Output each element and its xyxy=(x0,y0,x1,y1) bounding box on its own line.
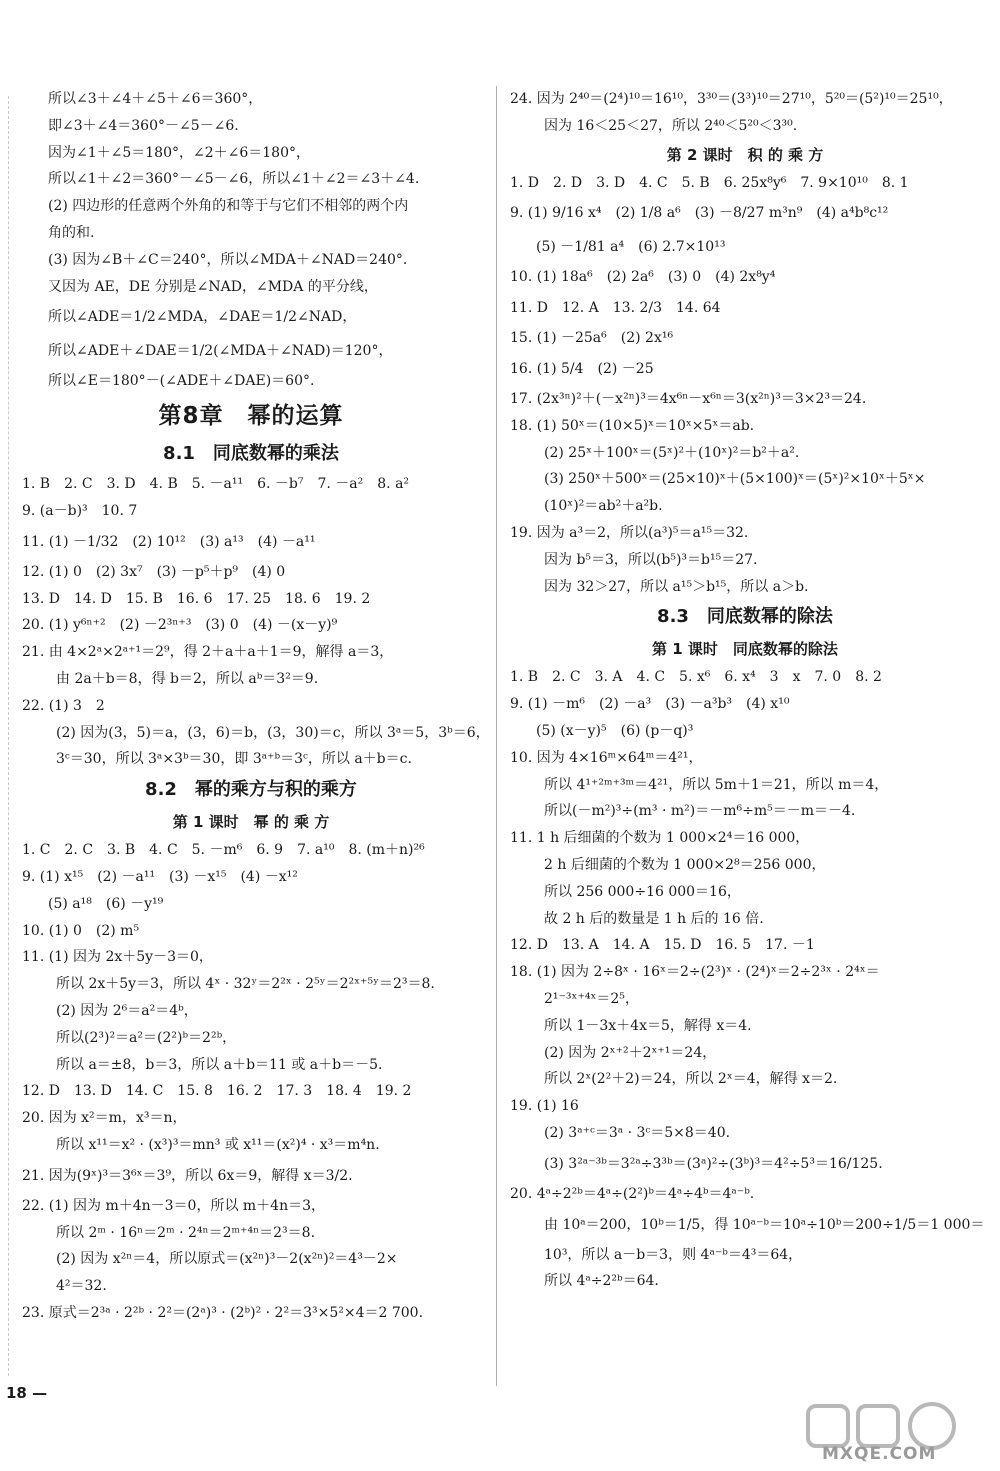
answer-line: 12. D 13. A 14. A 15. D 16. 5 17. －1 xyxy=(510,937,815,954)
answer-line: (2) 因为 x²ⁿ＝4，所以原式＝(x²ⁿ)³－2(x²ⁿ)²＝4³－2× xyxy=(56,1251,398,1268)
answer-line: 19. (1) 16 xyxy=(510,1098,579,1115)
answer-line: 所以 4ᵃ÷2²ᵇ＝64. xyxy=(544,1273,659,1290)
answer-line: (2) 四边形的任意两个外角的和等于与它们不相邻的两个内 xyxy=(48,198,409,215)
answer-line: 22. (1) 因为 m＋4n－3＝0，所以 m＋4n＝3， xyxy=(22,1197,326,1214)
answer-line: 所以(2³)²＝a²＝(2²)ᵇ＝2²ᵇ， xyxy=(56,1029,237,1046)
answer-line: 22. (1) 3 2 xyxy=(22,697,105,714)
answer-line: 所以 2x＋5y＝3，所以 4ˣ · 32ʸ＝2²ˣ · 2⁵ʸ＝2²ˣ⁺⁵ʸ＝2³＝8. xyxy=(56,976,435,993)
left-column xyxy=(22,86,490,1327)
answer-line: 20. 因为 x²＝m，x³＝n， xyxy=(22,1110,187,1127)
section-title: 8.2 幂的乘方与积的乘方 xyxy=(145,779,357,801)
answer-line: (2) 因为(3，5)＝a，(3，6)＝b，(3，30)＝c，所以 3ᵃ＝5，3ᵇ＝6， xyxy=(56,724,490,741)
answer-line: 1. B 2. C 3. D 4. B 5. －a¹¹ 6. －b⁷ 7. －a² 8. a² xyxy=(22,476,410,493)
answer-line: 因为 16＜25＜27，所以 2⁴⁰＜5²⁰＜3³⁰. xyxy=(544,117,798,134)
answer-line: (5) －1/81 a⁴ (6) 2.7×10¹³ xyxy=(536,239,726,256)
answer-line: 10. 因为 4×16ᵐ×64ᵐ＝4²¹， xyxy=(510,749,703,766)
answer-line: 角的和. xyxy=(48,224,95,241)
answer-line: 所以∠ADE＝1/2∠MDA，∠DAE＝1/2∠NAD， xyxy=(48,309,357,326)
answer-line: 2 h 后细菌的个数为 1 000×2⁸＝256 000， xyxy=(544,856,826,873)
section-title: 8.3 同底数幂的除法 xyxy=(657,606,833,628)
answer-line: 21. 由 4×2ᵃ×2ᵃ⁺¹＝2⁹，得 2＋a＋a＋1＝9，解得 a＝3， xyxy=(22,644,394,661)
answer-line: 所以 2ˣ(2²＋2)＝24，所以 2ˣ＝4，解得 x＝2. xyxy=(544,1071,838,1088)
answer-line: 所以 2ᵐ · 16ⁿ＝2ᵐ · 2⁴ⁿ＝2ᵐ⁺⁴ⁿ＝2³＝8. xyxy=(56,1224,316,1241)
answer-line: 所以 4¹⁺²ᵐ⁺³ᵐ＝4²¹，所以 5m＋1＝21，所以 m＝4， xyxy=(544,776,889,793)
answer-line: 9. (a－b)³ 10. 7 xyxy=(22,502,138,519)
answer-line: 所以(－m²)³÷(m³ · m²)＝－m⁶÷m⁵＝－m＝－4. xyxy=(544,803,856,820)
answer-line: 4²＝32. xyxy=(56,1278,107,1295)
answer-line: 1. C 2. C 3. B 4. C 5. －m⁶ 6. 9 7. a¹⁰ 8. (m＋n)²⁶ xyxy=(22,842,425,859)
answer-line: (3) 250ˣ＋500ˣ＝(25×10)ˣ＋(5×100)ˣ＝(5ˣ)²×10ˣ＋5ˣ× xyxy=(544,471,926,488)
answer-line: (2) 因为 2⁶＝a²＝4ᵇ， xyxy=(56,1002,198,1019)
answer-line: 所以 x¹¹＝x² · (x³)³＝mn³ 或 x¹¹＝(x²)⁴ · x³＝m⁴n. xyxy=(56,1136,380,1153)
answer-line: (2) 因为 2ˣ⁺²＋2ˣ⁺¹＝24， xyxy=(544,1044,717,1061)
answer-line: 所以 a＝±8，b＝3，所以 a＋b＝11 或 a＋b＝－5. xyxy=(56,1056,383,1073)
answer-line: 因为∠1＋∠5＝180°，∠2＋∠6＝180°， xyxy=(48,144,310,161)
answer-line: 所以∠1＋∠2＝360°－∠5－∠6，所以∠1＋∠2＝∠3＋∠4. xyxy=(48,171,420,188)
answer-line: (3) 因为∠B＋∠C＝240°，所以∠MDA＋∠NAD＝240°. xyxy=(48,251,408,268)
answer-line: 18. (1) 50ˣ＝(10×5)ˣ＝10ˣ×5ˣ＝ab. xyxy=(510,417,755,434)
answer-line: 11. D 12. A 13. 2/3 14. 64 xyxy=(510,300,721,317)
answer-line: 21. 因为(9ˣ)³＝3⁶ˣ＝3⁹，所以 6x＝9，解得 x＝3/2. xyxy=(22,1167,353,1184)
answer-line: (10ˣ)²＝ab²＋a²b. xyxy=(544,498,663,515)
answer-line: 又因为 AE，DE 分别是∠NAD，∠MDA 的平分线， xyxy=(48,278,378,295)
watermark-text: MXQE.COM xyxy=(822,1444,937,1464)
answer-line: 由 2a＋b＝8，得 b＝2，所以 aᵇ＝3²＝9. xyxy=(56,670,319,687)
answer-line: 10³，所以 a－b＝3，则 4ᵃ⁻ᵇ＝4³＝64， xyxy=(544,1246,803,1263)
lesson-title: 第 1 课时 幂 的 乘 方 xyxy=(172,813,330,832)
answer-line: 17. (2x³ⁿ)²＋(－x²ⁿ)³＝4x⁶ⁿ－x⁶ⁿ＝3(x²ⁿ)³＝3×2³＝24. xyxy=(510,390,867,407)
lesson-title: 第 1 课时 同底数幂的除法 xyxy=(652,640,838,659)
answer-line: 9. (1) x¹⁵ (2) －a¹¹ (3) －x¹⁵ (4) －x¹² xyxy=(22,868,298,885)
column-divider xyxy=(496,86,497,1386)
answer-line: 2¹⁻³ˣ⁺⁴ˣ＝2⁵， xyxy=(544,990,639,1007)
answer-line: 9. (1) －m⁶ (2) －a³ (3) －a³b³ (4) x¹⁰ xyxy=(510,696,790,713)
answer-line: 11. (1) －1/32 (2) 10¹² (3) a¹³ (4) －a¹¹ xyxy=(22,533,316,550)
answer-line: (5) a¹⁸ (6) －y¹⁹ xyxy=(48,895,164,912)
answer-line: 因为 32＞27，所以 a¹⁵＞b¹⁵，所以 a＞b. xyxy=(544,578,809,595)
answer-line: 10. (1) 0 (2) m⁵ xyxy=(22,922,140,939)
answer-line: 11. (1) 因为 2x＋5y－3＝0， xyxy=(22,949,213,966)
answer-line: 9. (1) 9/16 x⁴ (2) 1/8 a⁶ (3) －8/27 m³n⁹ (4) a⁴b⁸c¹² xyxy=(510,205,889,222)
answer-line: (2) 3ᵃ⁺ᶜ＝3ᵃ · 3ᶜ＝5×8＝40. xyxy=(544,1124,731,1141)
answer-line: 12. (1) 0 (2) 3x⁷ (3) －p⁵＋p⁹ (4) 0 xyxy=(22,563,286,580)
answer-line: 即∠3＋∠4＝360°－∠5－∠6. xyxy=(48,117,239,134)
answer-line: 12. D 13. D 14. C 15. 8 16. 2 17. 3 18. 4 19. 2 xyxy=(22,1083,412,1100)
answer-line: 由 10ᵃ＝200，10ᵇ＝1/5，得 10ᵃ⁻ᵇ＝10ᵃ÷10ᵇ＝200÷1/5＝1 000＝ xyxy=(544,1216,985,1233)
answer-line: (2) 25ˣ＋100ˣ＝(5ˣ)²＋(10ˣ)²＝b²＋a². xyxy=(544,444,800,461)
answer-line: 23. 原式＝2³ᵃ · 2²ᵇ · 2²＝(2ᵃ)³ · (2ᵇ)² · 2²＝3³×5²×4＝2 700. xyxy=(22,1304,424,1321)
answer-line: (5) (x－y)⁵ (6) (p－q)³ xyxy=(536,722,694,739)
answer-line: 故 2 h 后的数量是 1 h 后的 16 倍. xyxy=(544,910,764,927)
answer-line: (3) 3²ᵃ⁻³ᵇ＝3²ᵃ÷3³ᵇ＝(3ᵃ)²÷(3ᵇ)³＝4²÷5³＝16/125. xyxy=(544,1155,883,1172)
answer-line: 24. 因为 2⁴⁰＝(2⁴)¹⁰＝16¹⁰，3³⁰＝(3³)¹⁰＝27¹⁰，5²⁰＝(5²)¹⁰＝25¹⁰， xyxy=(510,91,953,107)
answer-line: 所以∠E＝180°－(∠ADE＋∠DAE)＝60°. xyxy=(48,373,315,390)
right-column xyxy=(510,86,985,1295)
answer-line: 15. (1) －25a⁶ (2) 2x¹⁶ xyxy=(510,330,674,347)
answer-line: 所以 256 000÷16 000＝16， xyxy=(544,883,741,900)
answer-line: 1. D 2. D 3. D 4. C 5. B 6. 25x⁸y⁶ 7. 9×10¹⁰ 8. 1 xyxy=(510,174,909,191)
section-title: 8.1 同底数幂的乘法 xyxy=(163,443,339,465)
answer-line: 所以∠3＋∠4＋∠5＋∠6＝360°， xyxy=(48,91,263,107)
answer-line: 3ᶜ＝30，所以 3ᵃ×3ᵇ＝30，即 3ᵃ⁺ᵇ＝3ᶜ，所以 a＋b＝c. xyxy=(56,751,412,768)
answer-line: 20. (1) y⁶ⁿ⁺² (2) －2³ⁿ⁺³ (3) 0 (4) －(x－y)⁹ xyxy=(22,617,338,634)
answer-line: 10. (1) 18a⁶ (2) 2a⁶ (3) 0 (4) 2x⁸y⁴ xyxy=(510,269,776,286)
lesson-title: 第 2 课时 积 的 乘 方 xyxy=(666,145,824,164)
answer-line: 18. (1) 因为 2÷8ˣ · 16ˣ＝2÷(2³)ˣ · (2⁴)ˣ＝2÷2³ˣ · 2⁴ˣ＝ xyxy=(510,964,880,981)
answer-line: 1. B 2. C 3. A 4. C 5. x⁶ 6. x⁴ 3 x 7. 0 8. 2 xyxy=(510,669,882,686)
answer-line: 20. 4ᵃ÷2²ᵇ＝4ᵃ÷(2²)ᵇ＝4ᵃ÷4ᵇ＝4ᵃ⁻ᵇ. xyxy=(510,1185,755,1202)
answer-line: 19. 因为 a³＝2，所以(a³)⁵＝a¹⁵＝32. xyxy=(510,524,749,541)
answer-line: 16. (1) 5/4 (2) －25 xyxy=(510,360,654,377)
answer-line: 因为 b⁵＝3，所以(b⁵)³＝b¹⁵＝27. xyxy=(544,551,758,568)
answer-line: 所以 1－3x＋4x＝5，解得 x＝4. xyxy=(544,1017,752,1034)
page-number: 18 — xyxy=(6,1384,48,1402)
answer-line: 所以∠ADE＋∠DAE＝1/2(∠MDA＋∠NAD)＝120°， xyxy=(48,343,393,360)
answer-line: 11. 1 h 后细菌的个数为 1 000×2⁴＝16 000， xyxy=(510,830,810,847)
chapter-title: 第8章 幂的运算 xyxy=(158,403,344,430)
answer-line: 13. D 14. D 15. B 16. 6 17. 25 18. 6 19. 2 xyxy=(22,590,371,607)
binding-guide xyxy=(8,96,10,1376)
